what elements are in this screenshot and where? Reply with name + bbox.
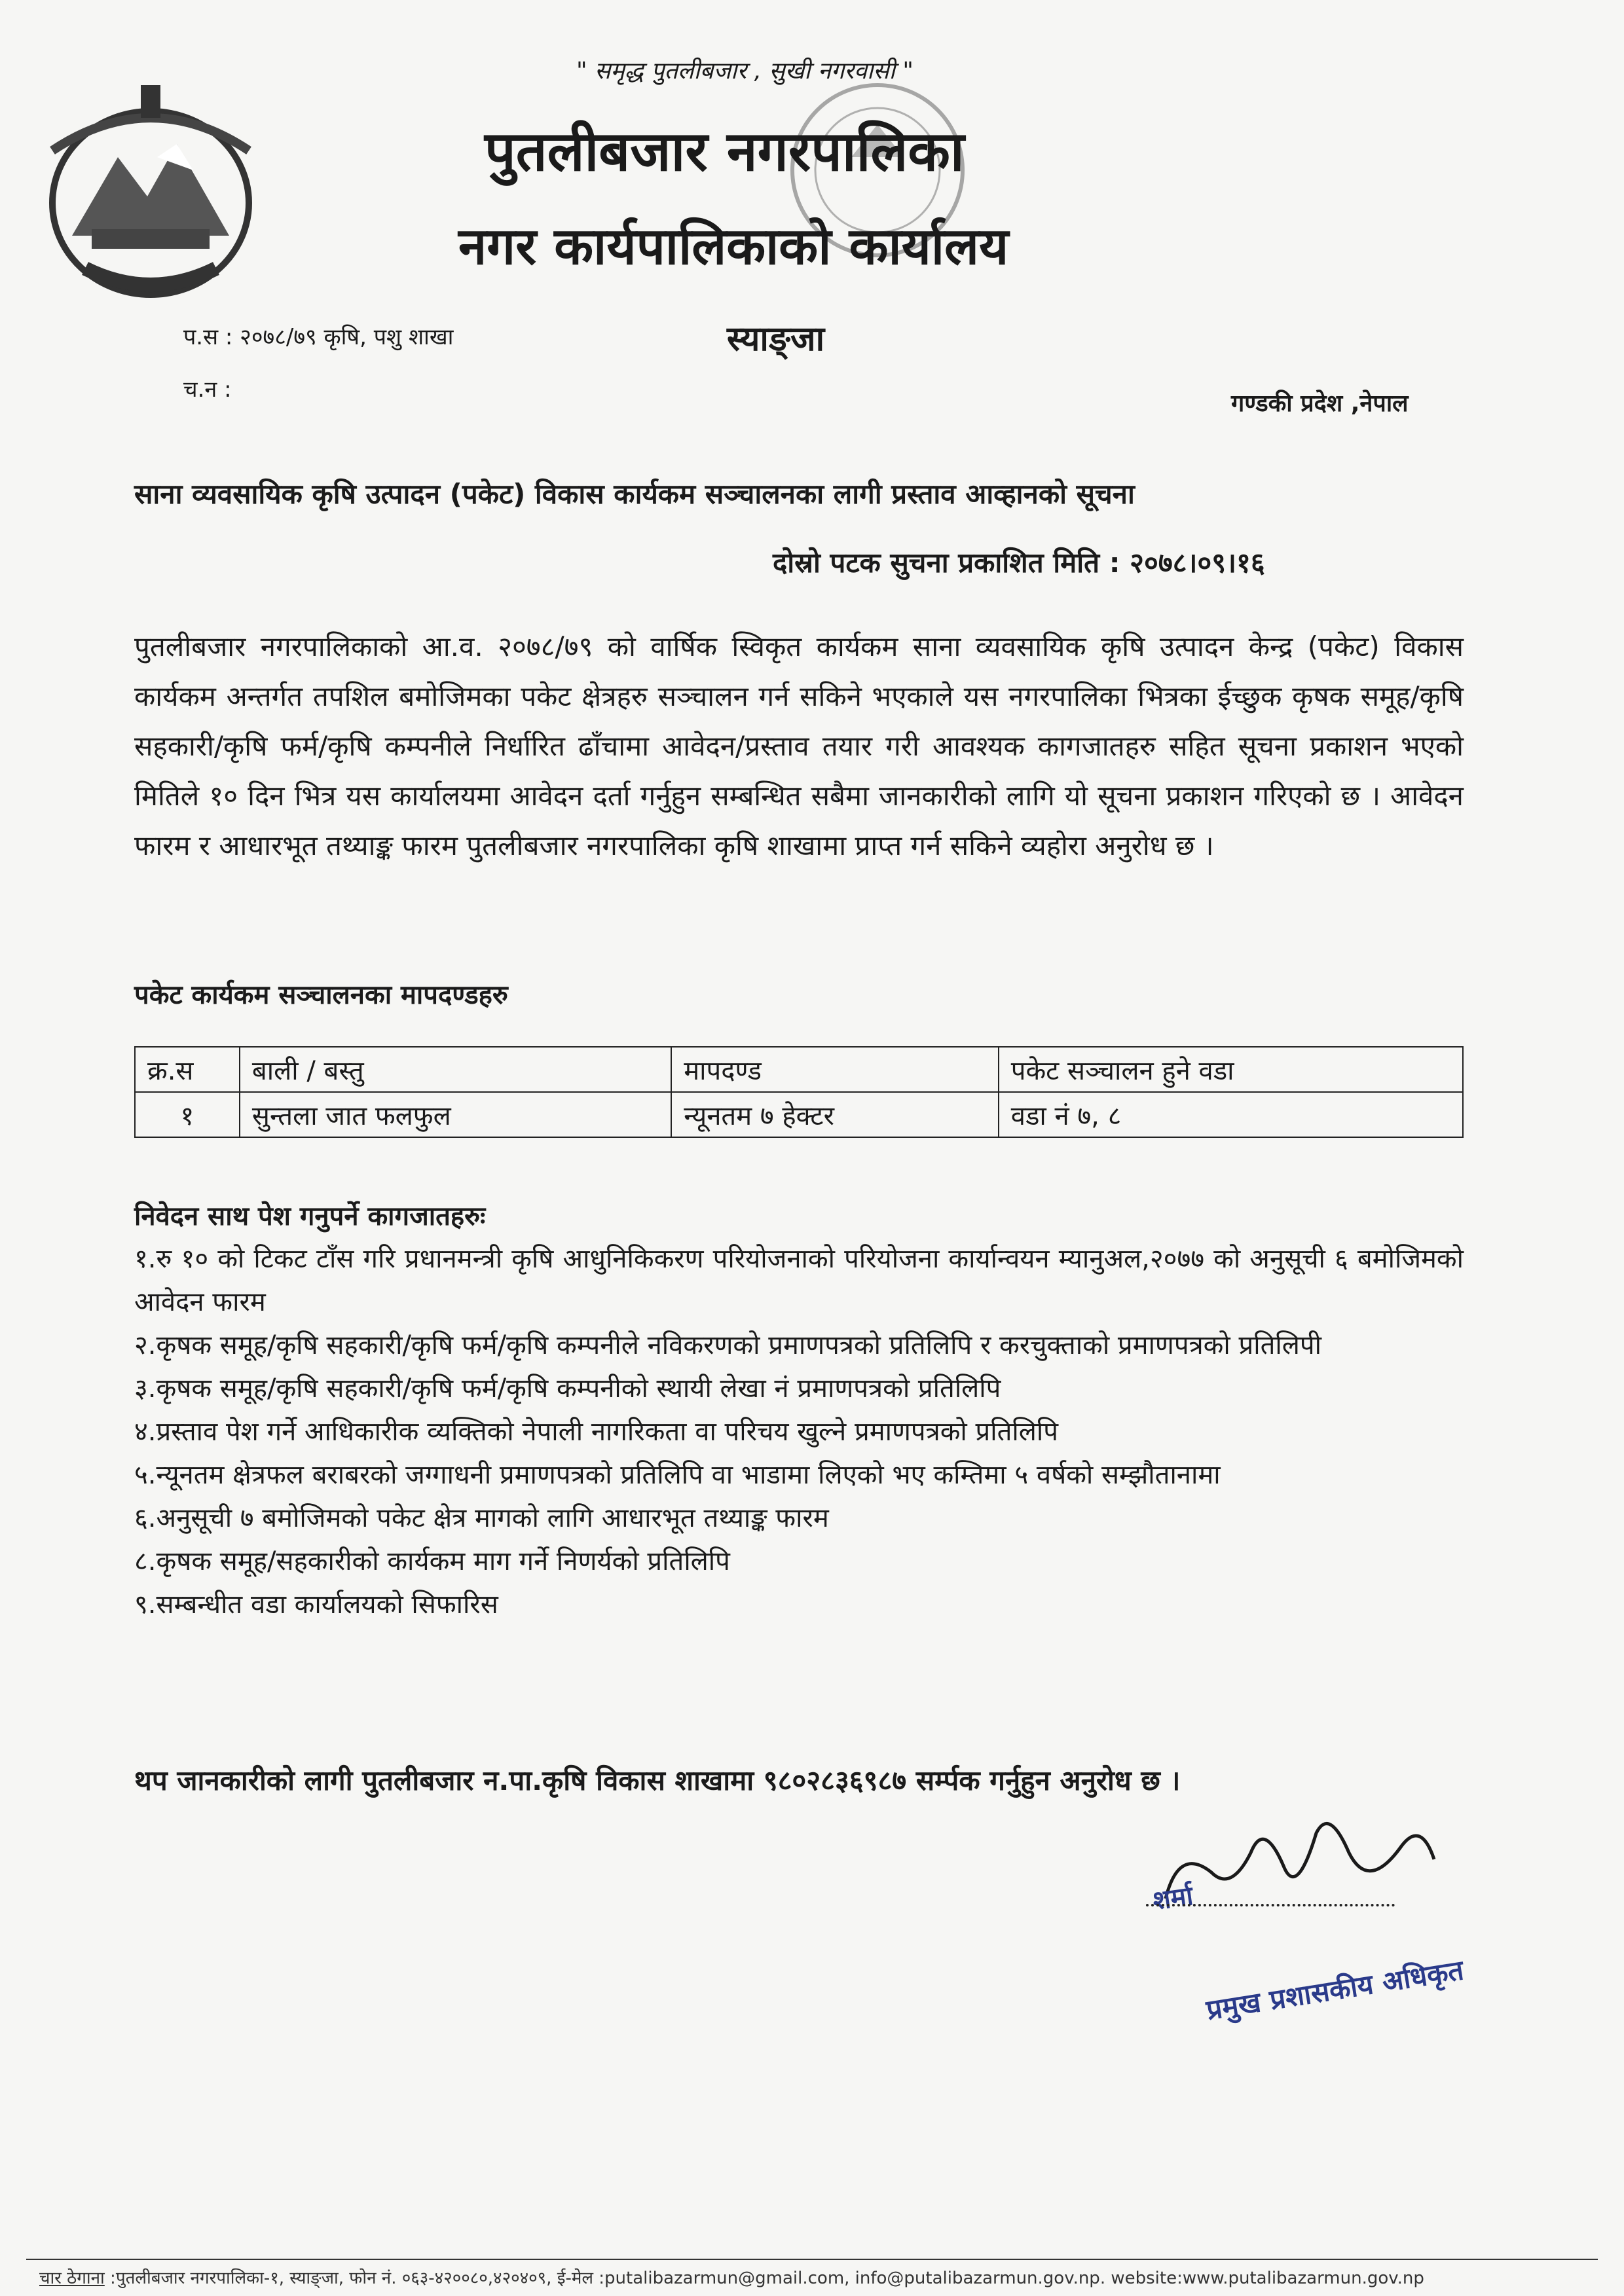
table-cell: १: [135, 1092, 240, 1137]
documents-list: [134, 1237, 1464, 1626]
list-item: ३.कृषक समूह/कृषि सहकारी/कृषि फर्म/कृषि कम्पनीको स्थायी लेखा नं प्रमाणपत्रको प्रतिलिपि: [134, 1374, 1001, 1404]
list-item: २.कृषक समूह/कृषि सहकारी/कृषि फर्म/कृषि कम्पनीले नविकरणको प्रमाणपत्रको प्रतिलिपि र करचुक्ताको प्रमाणपत्रको प्रतिलिपी: [134, 1330, 1321, 1360]
table-header-cell: बाली / बस्तु: [240, 1047, 671, 1092]
signature-dotted-line: [1146, 1904, 1395, 1906]
table-cell: सुन्तला जात फलफुल: [240, 1092, 671, 1137]
table-row: [135, 1092, 1463, 1137]
contact-line: थप जानकारीको लागी पुतलीबजार न.पा.कृषि विकास शाखामा ९८०२८३६९८७ सर्म्पक गर्नुहुन अनुरोध छ ।: [134, 1764, 1181, 1796]
signatory-designation: प्रमुख प्रशासकीय अधिकृत: [1204, 1954, 1466, 2026]
office-name: नगर कार्यपालिकाको कार्यालय: [458, 217, 1009, 276]
list-item: ९.सम्बन्धीत वडा कार्यालयको सिफारिस: [134, 1590, 498, 1620]
motto: " समृद्ध पुतलीबजार , सुखी नगरवासी ": [576, 58, 913, 84]
list-item: ८.कृषक समूह/सहकारीको कार्यकम माग गर्ने निणर्यको प्रतिलिपि: [134, 1546, 730, 1576]
list-item: १.रु १० को टिकट टाँस गरि प्रधानमन्त्री कृषि आधुनिकिकरण परियोजनाको परियोजना कार्यान्वयन म्यानुअल,२०७७ को अनुसूची ६ बमोजिमको आवेदन फारम: [134, 1244, 1464, 1317]
dispatch-number: च.न :: [183, 376, 232, 403]
footer-divider: [26, 2259, 1598, 2260]
table-header-cell: मापदण्ड: [671, 1047, 999, 1092]
table-cell: वडा नं ७, ८: [999, 1092, 1463, 1137]
notice-paragraph: पुतलीबजार नगरपालिकाको आ.व. २०७८/७९ को वार्षिक स्विकृत कार्यकम साना व्यवसायिक कृषि उत्पादन केन्द्र (पकेट) विकास कार्यकम अन्तर्गत तपशिल बमोजिमका पकेट क्षेत्रहरु सञ्चालन गर्न सकिने भएकाले यस नगरपालिका भित्रका ईच्छुक कृषक समूह/कृषि सहकारी/कृषि फर्म/कृषि कम्पनीले निर्धारित ढाँचामा आवेदन/प्रस्ताव तयार गरी आवश्यक कागजातहरु सहित सूचना प्रकाशन भएको मितिले १० दिन भित्र यस कार्यालयमा आवेदन दर्ता गर्नुहुन सम्बन्धित सबैमा जानकारीको लागि यो सूचना प्रकाशन गरिएको छ । आवेदन फारम र आधारभूत तथ्याङ्क फारम पुतलीबजार नगरपालिका कृषि शाखामा प्राप्त गर्न सकिने व्यहोरा अनुरोध छ ।: [134, 630, 1464, 862]
footer-text: :पुतलीबजार नगरपालिका-१, स्याङ्जा, फोन नं. ०६३-४२००८०,४२०४०९, ई-मेल :putalibazarmun@gmail.com, info@putalibazarmun.gov.np. website:www.putalibazarmun.gov.np: [104, 2269, 1424, 2288]
table-header-cell: क्र.स: [135, 1047, 240, 1092]
table-cell: न्यूनतम ७ हेक्टर: [671, 1092, 999, 1137]
table-header-cell: पकेट सञ्चालन हुने वडा: [999, 1047, 1463, 1092]
district-name: स्याङ्जा: [727, 319, 825, 359]
municipality-name: पुतलीबजार नगरपालिका: [485, 119, 965, 183]
criteria-table: [134, 1046, 1464, 1138]
list-item: ६.अनुसूची ७ बमोजिमको पकेट क्षेत्र मागको लागि आधारभूत तथ्याङ्क फारम: [134, 1503, 829, 1533]
footer-label: चार ठेगाना: [39, 2269, 105, 2288]
list-item: ५.न्यूनतम क्षेत्रफल बराबरको जग्गाधनी प्रमाणपत्रको प्रतिलिपि वा भाडामा लिएको भए कम्तिमा ५ वर्षको सम्झौतानामा: [134, 1460, 1221, 1490]
footer-address: [39, 2265, 1424, 2289]
signatory-name: शर्मा: [1151, 1880, 1195, 1917]
province-name: गण्डकी प्रदेश ,नेपाल: [1231, 390, 1409, 417]
list-item: ४.प्रस्ताव पेश गर्ने आधिकारीक व्यक्तिको नेपाली नागरिकता वा परिचय खुल्ने प्रमाणपत्रको प्रतिलिपि: [134, 1417, 1058, 1447]
nepal-emblem-icon: [26, 72, 275, 308]
table-header-row: [135, 1047, 1463, 1092]
reference-number: प.स : २०७८/७९ कृषि, पशु शाखा: [183, 324, 454, 350]
publish-date-line: दोस्रो पटक सुचना प्रकाशित मिति : २०७८।०९।१६: [773, 547, 1265, 579]
criteria-title: पकेट कार्यकम सञ्चालनका मापदण्डहरु: [134, 980, 508, 1010]
notice-title: साना व्यवसायिक कृषि उत्पादन (पकेट) विकास कार्यकम सञ्चालनका लागी प्रस्ताव आव्हानको सूचना: [134, 478, 1135, 510]
documents-title: निवेदन साथ पेश गनुपर्ने कागजातहरुः: [134, 1201, 486, 1231]
